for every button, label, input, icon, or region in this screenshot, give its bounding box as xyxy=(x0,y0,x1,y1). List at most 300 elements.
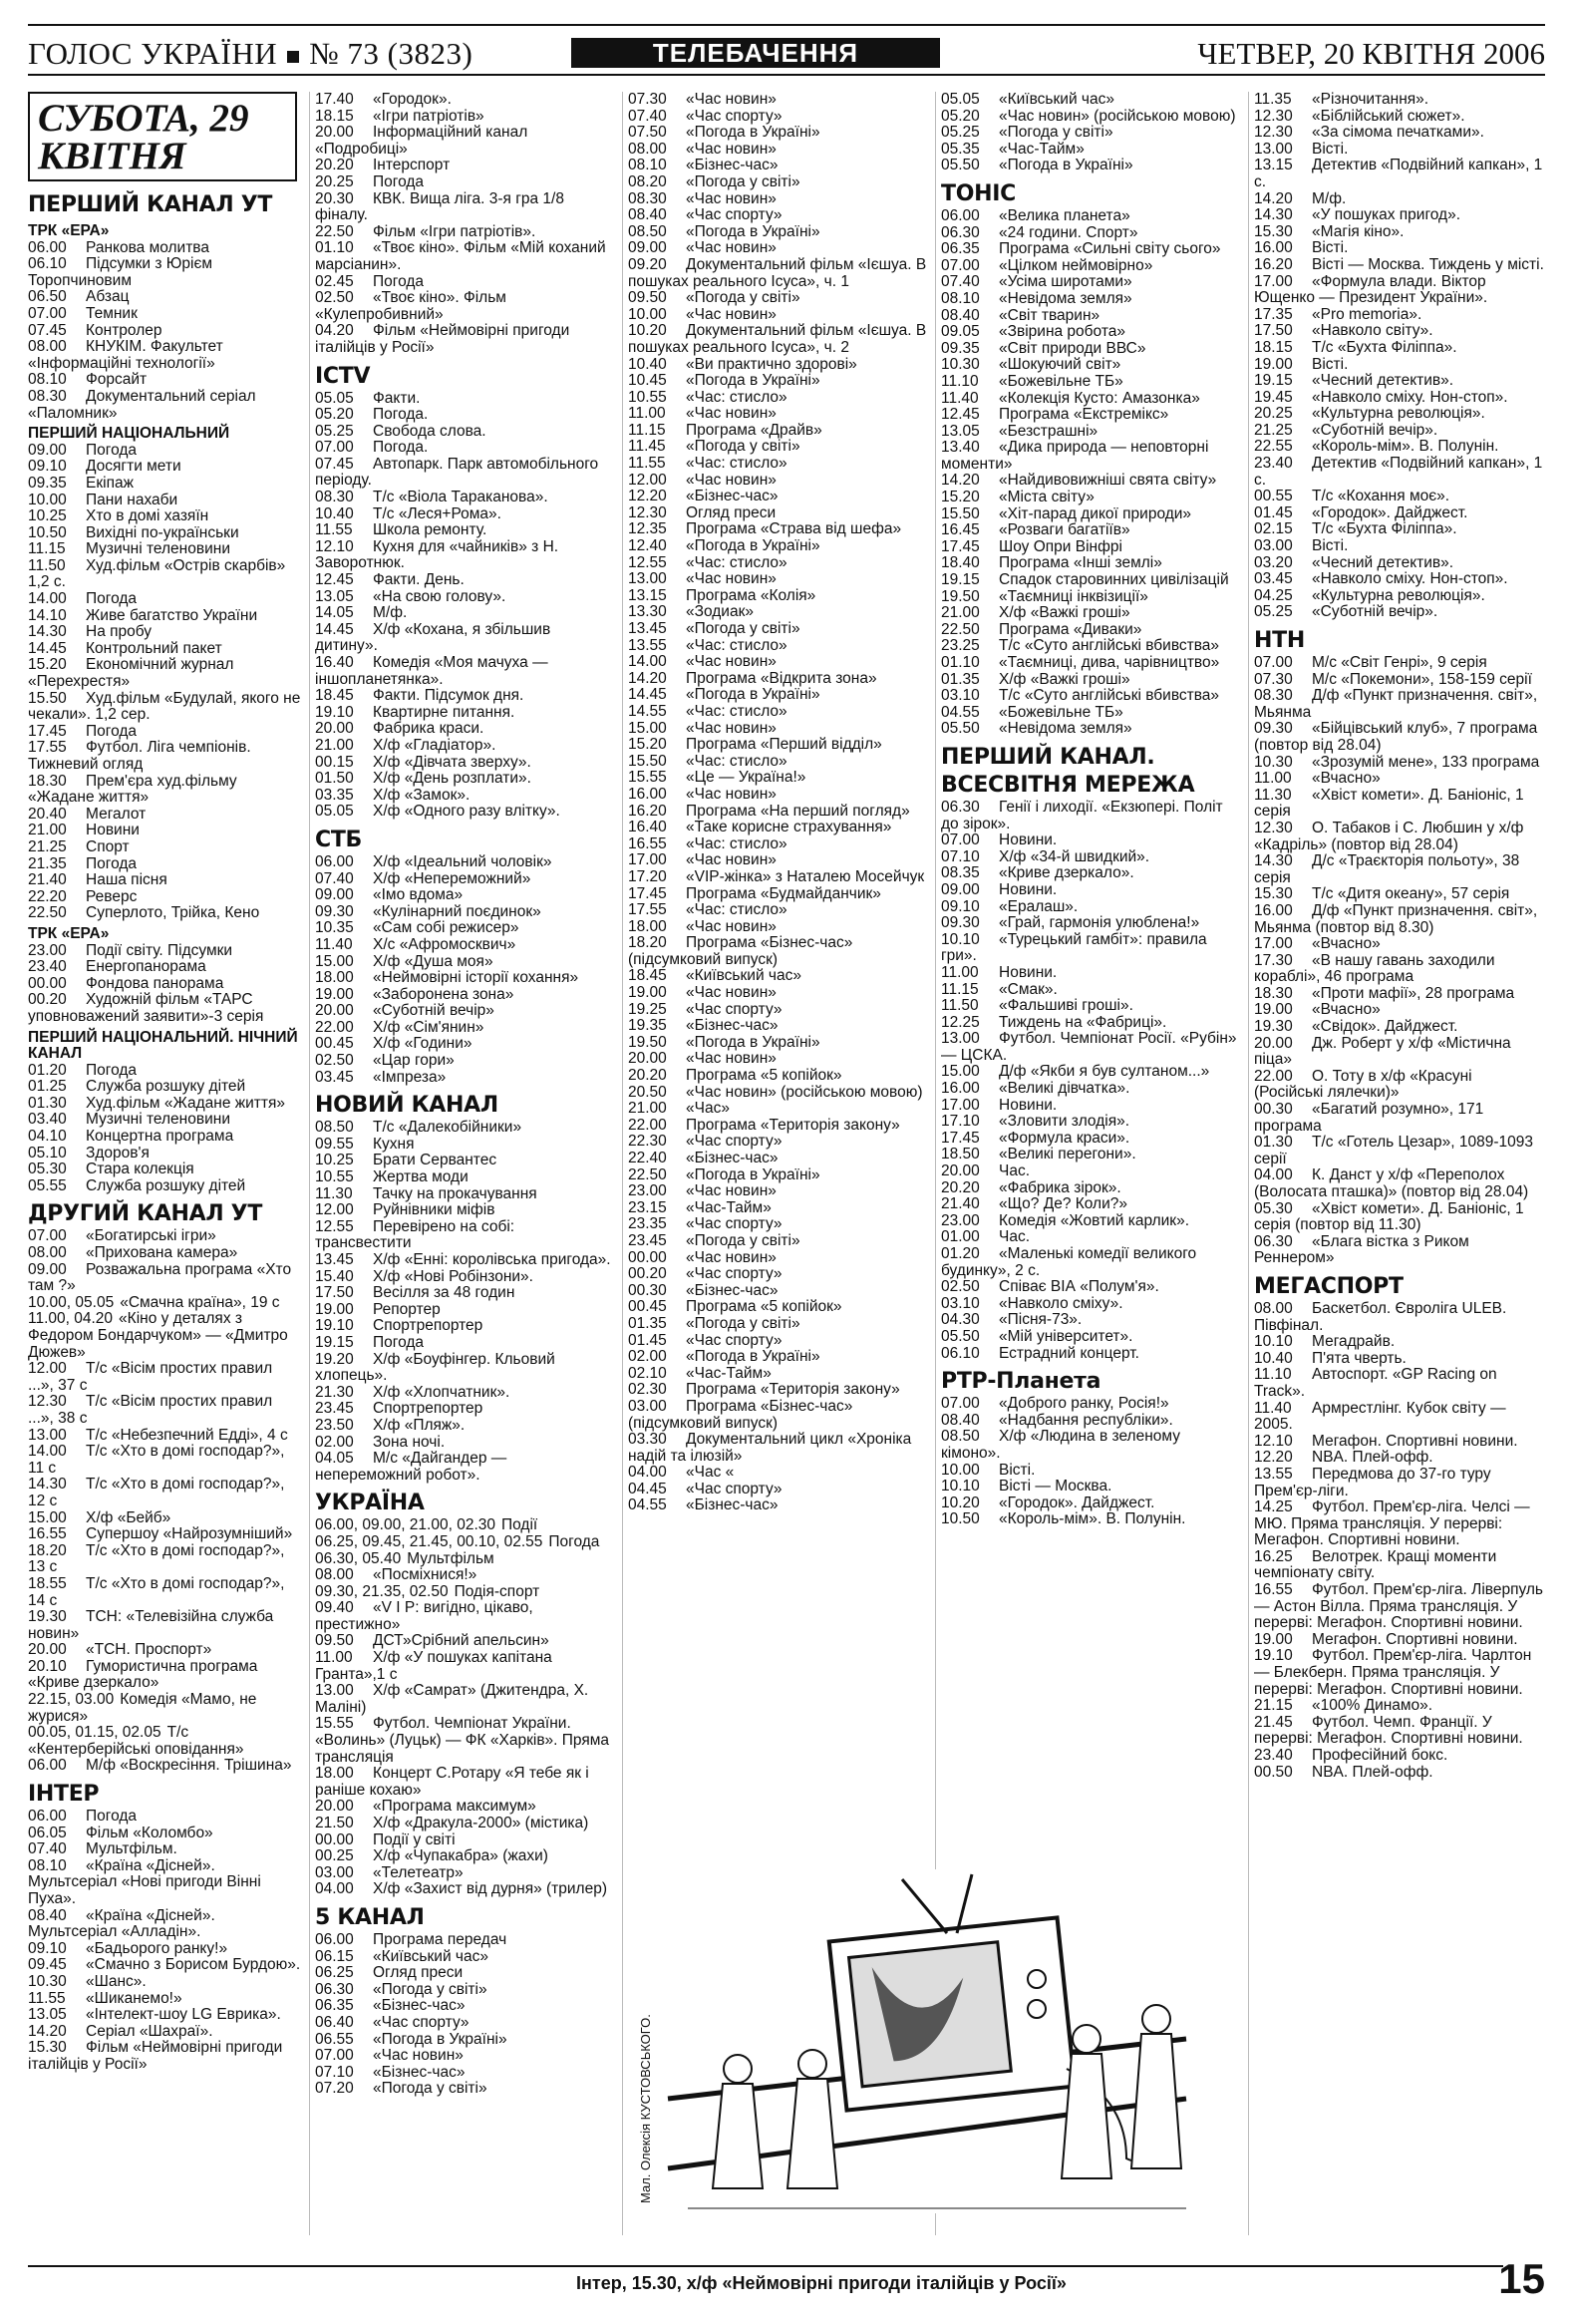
program-entry xyxy=(315,2048,614,2065)
program-time: 10.30 xyxy=(28,1972,67,1990)
program-entry xyxy=(315,755,614,772)
program-title: «Шанс». xyxy=(86,1972,147,1990)
program-title: Вісті — Москва. xyxy=(999,1478,1112,1495)
program-entry xyxy=(315,804,614,821)
program-time: 11.15 xyxy=(28,540,66,558)
program-entry xyxy=(628,1333,927,1350)
program-title: «Бізнес-час» xyxy=(686,1150,779,1166)
program-title: Розважальна програма «Хто там ?» xyxy=(28,1260,292,1295)
program-title: Гумористична програма «Криве дзеркало» xyxy=(28,1657,258,1692)
program-entry xyxy=(628,687,927,704)
program-title: Огляд преси xyxy=(686,503,777,521)
program-time: 11.45 xyxy=(628,438,666,456)
program-time: 15.20 xyxy=(28,656,67,674)
program-entry xyxy=(1254,109,1545,126)
program-title: «Прихована камера» xyxy=(86,1244,238,1262)
program-title: Мегафон. Спортивні новини. xyxy=(1312,1630,1518,1648)
program-title: «Вчасно» xyxy=(1312,935,1381,953)
program-entry xyxy=(628,1283,927,1300)
program-title: «Біблійський сюжет». xyxy=(1312,107,1465,125)
program-entry xyxy=(1254,357,1545,374)
program-title: «Різночитання». xyxy=(1312,92,1429,108)
program-title: Новини xyxy=(86,822,140,839)
program-title: Вісті — Москва. Тиждень у місті. xyxy=(1312,255,1544,273)
program-entry xyxy=(28,1758,302,1775)
program-entry xyxy=(628,307,927,324)
program-time: 15.55 xyxy=(315,1715,354,1733)
program-title: Д/ф «Пункт призначення. світ», Мьянма (повтор від 8.30) xyxy=(1254,901,1538,936)
program-entry xyxy=(941,832,1240,849)
program-time: 22.50 xyxy=(28,904,67,922)
program-time: 16.20 xyxy=(628,802,667,820)
program-time: 21.00 xyxy=(941,604,980,622)
program-title: Абзац xyxy=(86,288,130,306)
program-time: 07.00 xyxy=(941,831,980,849)
program-title: «Ігри патріотів» xyxy=(373,107,484,125)
program-entry xyxy=(315,904,614,921)
program-entry xyxy=(1254,1069,1545,1102)
channel-heading: МЕГАСПОРТ xyxy=(1254,1273,1404,1299)
program-entry xyxy=(28,774,302,807)
program-entry xyxy=(315,1865,614,1882)
program-entry xyxy=(315,1517,614,1534)
program-time: 15.30 xyxy=(1254,222,1293,240)
program-entry xyxy=(28,1543,302,1576)
program-title: Естрадний концерт. xyxy=(999,1344,1139,1362)
program-title: «Шокуючий світ» xyxy=(999,356,1121,374)
program-title: Новини. xyxy=(999,880,1058,898)
program-entry xyxy=(28,591,302,608)
program-entry xyxy=(315,1120,614,1137)
program-time: 08.20 xyxy=(628,172,667,190)
program-title: Концертна програма xyxy=(86,1128,234,1146)
program-title: «Свідок». Дайджест. xyxy=(1312,1018,1458,1036)
program-time: 01.35 xyxy=(628,1314,667,1332)
program-time: 09.30 xyxy=(941,914,980,932)
program-time: 10.00 xyxy=(628,305,667,323)
program-entry xyxy=(28,323,302,340)
program-time: 18.00 xyxy=(315,969,354,987)
program-time: 04.00 xyxy=(315,1880,354,1898)
header-top-rule xyxy=(28,24,1545,26)
program-entry xyxy=(628,820,927,836)
program-entry xyxy=(315,954,614,971)
program-title: Комедія «Моя мачуха — іншопланетянка». xyxy=(315,654,548,688)
program-title: М/с «Покемони», 158-159 серії xyxy=(1312,670,1532,688)
program-time: 06.55 xyxy=(315,2030,354,2048)
program-entry xyxy=(1254,1334,1545,1351)
program-time: 11.00 xyxy=(941,963,979,981)
program-time: 09.55 xyxy=(315,1135,354,1153)
program-time: 13.00 xyxy=(1254,140,1293,158)
program-time: 12.25 xyxy=(941,1013,980,1031)
program-title: Фільм «Неймовірні пригоди італійців у Росії» xyxy=(28,2039,283,2073)
program-title: Вісті. xyxy=(999,1461,1036,1479)
program-entry xyxy=(315,1169,614,1186)
program-entry xyxy=(628,1382,927,1399)
program-entry xyxy=(1254,158,1545,190)
program-title: Екіпаж xyxy=(86,474,134,492)
program-entry xyxy=(628,538,927,555)
program-title: Тиждень на «Фабриці». xyxy=(999,1013,1167,1031)
program-entry xyxy=(941,622,1240,639)
program-title: Т/с «Небезпечний Едді», 4 с xyxy=(86,1426,288,1444)
program-time: 12.30 xyxy=(1254,819,1293,836)
program-time: 23.15 xyxy=(628,1198,667,1216)
program-title: «Імпреза» xyxy=(373,1068,447,1086)
program-entry xyxy=(941,1396,1240,1413)
program-time: 02.50 xyxy=(315,289,354,307)
program-entry xyxy=(941,225,1240,242)
program-time: 17.00 xyxy=(1254,272,1293,290)
program-title: «ТСН. Проспорт» xyxy=(86,1641,212,1659)
program-time: 18.20 xyxy=(628,934,667,952)
program-time: 02.00 xyxy=(628,1348,667,1366)
program-time: 19.30 xyxy=(1254,1018,1293,1036)
program-title: «Магія кіно». xyxy=(1312,222,1405,240)
program-title: «Час спорту» xyxy=(686,206,783,224)
program-title: Комедія «Мамо, не журися» xyxy=(28,1691,257,1725)
program-time: 06.00 xyxy=(315,852,354,870)
program-entry xyxy=(28,1228,302,1245)
program-title: Програма «Колія» xyxy=(686,586,816,604)
program-title: Шоу Опри Вінфрі xyxy=(999,537,1122,555)
program-entry xyxy=(315,871,614,888)
program-time: 05.25 xyxy=(941,124,980,142)
program-time: 18.30 xyxy=(28,772,67,790)
program-entry xyxy=(315,688,614,705)
program-time: 06.25 xyxy=(315,1964,354,1982)
program-title: «Інтелект-шоу LG Еврика». xyxy=(86,2006,281,2024)
program-title: Футбол. Прем'єр-ліга. Ліверпуль — Астон Вілла. Пряма трансляція. У перерві: Мегафон. Спортивні новини. xyxy=(1254,1581,1544,1632)
program-entry xyxy=(1254,1499,1545,1549)
program-title: Програма «Екстремікс» xyxy=(999,406,1169,424)
program-entry xyxy=(1254,125,1545,142)
program-entry xyxy=(628,390,927,407)
program-time: 15.30 xyxy=(28,2039,67,2057)
program-title: «Час: стисло» xyxy=(686,455,787,473)
program-time: 04.00 xyxy=(1254,1166,1293,1184)
program-time: 20.10 xyxy=(28,1657,67,1675)
program-time: 21.50 xyxy=(315,1815,354,1831)
program-entry xyxy=(941,849,1240,866)
program-time: 20.50 xyxy=(628,1083,667,1101)
program-title: Досягти мети xyxy=(86,458,181,476)
cartoon-illustration xyxy=(628,1869,1226,2213)
program-entry xyxy=(28,1162,302,1178)
program-time: 08.35 xyxy=(941,864,980,882)
program-entry xyxy=(1254,456,1545,489)
program-title: КВК. Вища ліга. 3-я гра 1/8 фіналу. xyxy=(315,189,564,224)
program-title: Фільм «Коломбо» xyxy=(86,1824,213,1841)
program-time: 07.40 xyxy=(628,107,667,125)
program-title: «Погода у світі» xyxy=(686,1314,800,1332)
program-title: «Бізнес-час» xyxy=(373,1997,466,2015)
program-title: «Час: стисло» xyxy=(686,834,787,852)
program-entry xyxy=(315,937,614,954)
program-time: 07.00 xyxy=(315,2047,354,2065)
program-time: 06.15 xyxy=(315,1947,354,1965)
program-time: 08.30 xyxy=(1254,687,1293,705)
program-title: Час. xyxy=(999,1228,1031,1246)
program-time: 10.55 xyxy=(628,388,667,406)
program-entry xyxy=(1254,92,1545,109)
program-time: 08.30 xyxy=(315,489,354,506)
program-entry xyxy=(1254,886,1545,903)
program-time: 08.40 xyxy=(28,1906,67,1924)
program-time: 08.10 xyxy=(28,371,67,389)
program-entry xyxy=(28,306,302,323)
program-time: 23.50 xyxy=(315,1416,354,1434)
program-title: «Час новин» xyxy=(373,2047,464,2065)
program-entry xyxy=(628,1018,927,1035)
program-title: «Чесний детектив». xyxy=(1312,372,1454,390)
program-entry xyxy=(628,886,927,903)
program-entry xyxy=(28,1692,302,1725)
program-time: 01.50 xyxy=(315,770,354,788)
program-title: «Божевільне ТБ» xyxy=(999,703,1123,721)
listing-column-2 xyxy=(315,92,614,2235)
program-entry xyxy=(628,737,927,754)
program-title: О. Тоту в х/ф «Красуні (Російські лялечки)» xyxy=(1254,1067,1472,1102)
program-title: Супершоу «Найрозумніший» xyxy=(86,1525,293,1543)
program-time: 14.30 xyxy=(1254,206,1293,224)
program-entry xyxy=(315,1186,614,1203)
program-title: Х/ф «Кохана, я збільшив дитину». xyxy=(315,620,551,655)
program-entry xyxy=(315,290,614,323)
program-title: «Смачно з Борисом Бурдою». xyxy=(86,1956,301,1974)
program-title: «Сам собі режисер» xyxy=(373,919,519,937)
program-title: «Вчасно» xyxy=(1312,1001,1381,1019)
program-time: 00.45 xyxy=(628,1298,667,1316)
program-entry xyxy=(941,865,1240,882)
program-title: Д/с «Траєкторія польоту», 38 серія xyxy=(1254,852,1520,886)
program-time: 19.00 xyxy=(1254,1001,1293,1019)
program-time: 13.30 xyxy=(628,603,667,621)
program-time: 13.55 xyxy=(1254,1465,1293,1483)
program-time: 11.00 xyxy=(628,405,666,423)
program-entry xyxy=(315,2015,614,2032)
program-title: К. Данст у х/ф «Переполох (Волосата пташка)» (повтор від 28.04) xyxy=(1254,1166,1529,1200)
program-entry xyxy=(628,1349,927,1366)
program-entry xyxy=(1254,986,1545,1003)
program-title: «Що? Де? Коли?» xyxy=(999,1195,1127,1213)
program-title: Х/ф «Хлопчатник». xyxy=(373,1383,510,1401)
program-time: 19.15 xyxy=(1254,372,1293,390)
program-time: 09.30, 21.35, 02.50 xyxy=(315,1582,449,1600)
program-time: 13.00 xyxy=(28,1426,67,1444)
program-time: 00.00 xyxy=(315,1830,354,1848)
program-title: «Таке корисне страхування» xyxy=(686,819,892,836)
program-title: «Ви практично здорові» xyxy=(686,355,857,373)
program-entry xyxy=(941,274,1240,291)
program-entry xyxy=(28,541,302,558)
program-title: Худ.фільм «Острів скарбів» 1,2 с. xyxy=(28,556,286,591)
program-time: 21.45 xyxy=(1254,1713,1293,1731)
program-time: 05.30 xyxy=(28,1161,67,1178)
program-entry xyxy=(28,443,302,460)
program-time: 14.45 xyxy=(315,620,354,638)
program-time: 05.05 xyxy=(315,389,354,407)
program-title: Брати Сервантес xyxy=(373,1152,497,1169)
program-time: 04.10 xyxy=(28,1128,67,1146)
program-entry xyxy=(941,539,1240,556)
program-title: «Час новин» xyxy=(686,570,777,588)
program-title: Худ.фільм «Жадане життя» xyxy=(86,1094,285,1112)
program-time: 07.30 xyxy=(628,92,667,108)
program-title: Програма «На перший погляд» xyxy=(686,802,910,820)
program-time: 06.30 xyxy=(1254,1232,1293,1250)
cartoon-credit: Мал. Олексія КУСТОВСЬКОГО. xyxy=(638,2014,653,2203)
program-title: «Час спорту» xyxy=(373,2013,470,2031)
program-entry xyxy=(628,323,927,356)
program-title: «24 години. Спорт» xyxy=(999,223,1138,241)
program-title: Х/ф «Бейб» xyxy=(86,1508,171,1526)
program-time: 16.55 xyxy=(28,1525,67,1543)
program-entry xyxy=(315,391,614,408)
program-title: «Навколо сміху». xyxy=(999,1294,1123,1312)
program-title: Стара колекція xyxy=(86,1161,194,1178)
program-time: 13.00 xyxy=(941,1030,980,1048)
program-title: Час. xyxy=(999,1162,1031,1180)
program-time: 23.40 xyxy=(1254,455,1293,473)
program-title: «Хвіст комети». Д. Баніоніс, 1 серія (повтор від 11.30) xyxy=(1254,1199,1524,1234)
program-title: «Багатий розумно», 171 програма xyxy=(1254,1101,1484,1135)
program-entry xyxy=(28,476,302,493)
program-entry xyxy=(315,1650,614,1683)
program-entry xyxy=(941,341,1240,358)
program-title: ТСН: «Телевізійна служба новин» xyxy=(28,1608,274,1642)
program-time: 00.00 xyxy=(628,1248,667,1266)
program-title: Програма «Будмайданчик» xyxy=(686,884,881,902)
program-title: «Погода в Україні» xyxy=(686,537,820,555)
column-divider xyxy=(622,92,623,2235)
program-entry xyxy=(28,943,302,960)
program-entry xyxy=(315,1932,614,1949)
program-time: 11.55 xyxy=(315,521,353,539)
program-title: Документальний цикл «Хроніка надій та ілюзій» xyxy=(628,1431,912,1465)
program-time: 10.35 xyxy=(315,919,354,937)
program-entry xyxy=(941,1479,1240,1495)
program-entry xyxy=(28,339,302,372)
program-title: М/ф «Воскресіння. Трішина» xyxy=(86,1757,292,1775)
program-title: Погода xyxy=(548,1532,600,1550)
program-entry xyxy=(28,1858,302,1908)
program-entry xyxy=(941,638,1240,655)
program-title: Автоспорт. «GP Racing on Track». xyxy=(1254,1366,1497,1400)
program-time: 17.55 xyxy=(28,739,67,757)
program-entry xyxy=(28,608,302,625)
program-title: Документальний фільм «Ієшуа. В пошуках реального Ісуса», ч. 1 xyxy=(628,255,927,290)
program-entry xyxy=(941,208,1240,225)
program-title: «Погода в Україні» xyxy=(686,1165,820,1183)
program-title: «Час новин» xyxy=(686,471,777,489)
program-time: 04.45 xyxy=(628,1480,667,1497)
program-entry xyxy=(628,571,927,588)
program-time: 17.45 xyxy=(941,537,980,555)
program-time: 12.10 xyxy=(315,537,354,555)
program-time: 06.50 xyxy=(28,288,67,306)
program-entry xyxy=(941,672,1240,689)
program-title: «Час: стисло» xyxy=(686,901,787,919)
program-entry xyxy=(28,1444,302,1477)
program-time: 20.00 xyxy=(28,1641,67,1659)
program-entry xyxy=(315,1600,614,1633)
program-time: 18.20 xyxy=(28,1541,67,1559)
program-title: Х/ф «Важкі гроші» xyxy=(999,604,1130,622)
program-title: «Час спорту» xyxy=(686,1133,783,1151)
program-entry xyxy=(315,92,614,109)
program-entry xyxy=(1254,439,1545,456)
program-entry xyxy=(28,1262,302,1295)
program-entry xyxy=(628,1085,927,1102)
program-title: «Богатирські ігри» xyxy=(86,1227,216,1245)
program-time: 12.55 xyxy=(315,1217,354,1235)
program-entry xyxy=(1254,755,1545,772)
program-entry xyxy=(315,158,614,174)
program-title: Х/ф «Дівчата зверху». xyxy=(373,753,531,771)
program-title: «Час новин» xyxy=(686,239,777,257)
program-entry xyxy=(941,1131,1240,1148)
program-entry xyxy=(1254,1367,1545,1400)
program-time: 17.45 xyxy=(628,884,667,902)
program-time: 14.45 xyxy=(628,686,667,704)
program-entry xyxy=(28,905,302,922)
program-title: «Кіно у деталях з Федором Бондарчуком» — «Дмитро Дюжев» xyxy=(28,1310,288,1361)
program-entry xyxy=(628,621,927,638)
program-time: 18.45 xyxy=(315,687,354,705)
program-time: 09.00 xyxy=(28,1260,67,1278)
program-time: 23.25 xyxy=(941,637,980,655)
program-time: 09.10 xyxy=(28,1939,67,1957)
program-time: 19.45 xyxy=(1254,388,1293,406)
program-time: 01.25 xyxy=(28,1078,67,1096)
program-entry xyxy=(941,800,1240,832)
program-title: Х/ф «Важкі гроші» xyxy=(999,670,1130,688)
program-title: Т/с «Леся+Рома». xyxy=(373,504,501,522)
page-number: 15 xyxy=(1498,2255,1545,2302)
program-time: 08.00 xyxy=(315,1566,354,1584)
program-time: 15.00 xyxy=(628,719,667,737)
program-title: «Городок». xyxy=(373,92,452,108)
program-time: 02.50 xyxy=(315,1052,354,1070)
program-entry xyxy=(628,721,927,738)
program-title: «Доброго ранку, Росія!» xyxy=(999,1395,1169,1413)
program-time: 06.30 xyxy=(941,798,980,816)
program-entry xyxy=(28,856,302,873)
program-title: «Час: стисло» xyxy=(686,553,787,571)
program-entry xyxy=(28,1725,302,1758)
program-time: 13.40 xyxy=(941,439,980,457)
program-title: «Час новин» (російською мовою) xyxy=(999,107,1236,125)
program-time: 12.45 xyxy=(315,571,354,589)
program-time: 19.10 xyxy=(315,1317,354,1335)
program-title: «Великі перегони». xyxy=(999,1146,1136,1163)
program-title: «Час спорту» xyxy=(686,107,783,125)
program-title: «Київський час» xyxy=(999,92,1114,108)
program-title: «Погода у світі» xyxy=(686,438,800,456)
program-entry xyxy=(315,1567,614,1584)
program-entry xyxy=(628,754,927,771)
program-entry xyxy=(315,771,614,788)
program-time: 22.50 xyxy=(628,1165,667,1183)
program-entry xyxy=(941,572,1240,589)
program-time: 17.30 xyxy=(1254,951,1293,969)
program-time: 16.25 xyxy=(1254,1547,1293,1565)
program-entry xyxy=(1254,1234,1545,1267)
program-entry xyxy=(1254,1301,1545,1334)
program-title: Х/ф «Людина в зеленому кімоно». xyxy=(941,1428,1180,1462)
